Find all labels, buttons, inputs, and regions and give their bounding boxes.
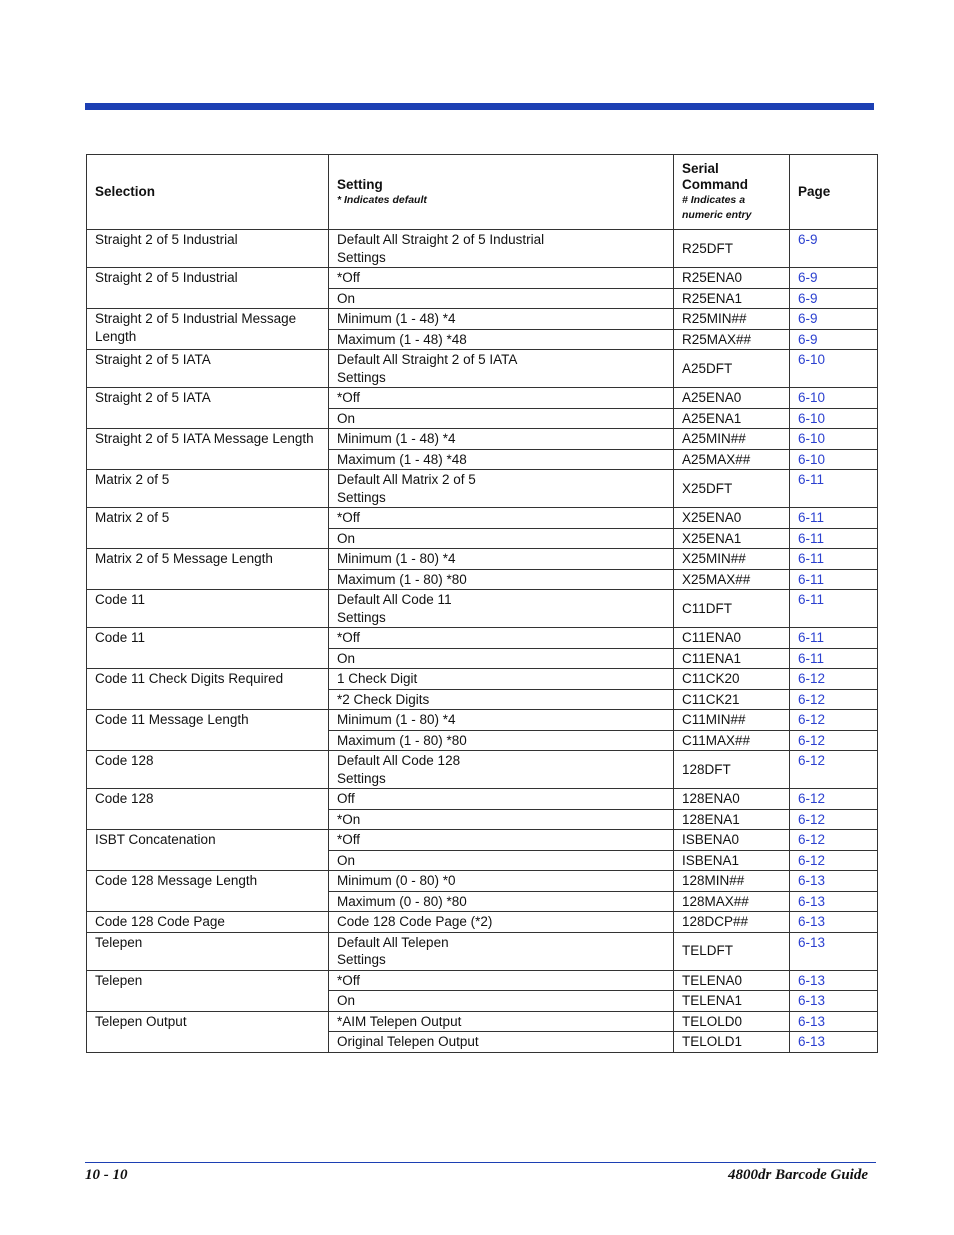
table-row [87, 628, 878, 649]
page-link[interactable]: 6-9 [790, 268, 878, 289]
setting-line: 1 Check Digit [337, 671, 418, 686]
setting-cell [329, 689, 674, 710]
setting-line: Maximum (1 - 48) *48 [337, 331, 467, 347]
serial-command-cell: X25ENA1 [674, 528, 790, 549]
setting-cell [329, 669, 674, 690]
setting-cell [329, 648, 674, 669]
page-link[interactable]: 6-10 [790, 408, 878, 429]
setting-cell [329, 268, 674, 289]
footer-document-title: 4800dr Barcode Guide [728, 1167, 868, 1183]
table-row [87, 230, 878, 268]
setting-line: Maximum (1 - 80) *80 [337, 732, 467, 748]
setting-cell [329, 809, 674, 830]
page-link[interactable]: 6-12 [790, 730, 878, 751]
setting-cell [329, 751, 674, 789]
page-link[interactable]: 6-9 [790, 309, 878, 330]
serial-command-cell: A25ENA0 [674, 388, 790, 409]
page-link[interactable]: 6-13 [790, 1011, 878, 1032]
setting-line: Default All Straight 2 of 5 Industrial [337, 232, 545, 247]
serial-command-cell: 128MAX## [674, 891, 790, 912]
setting-line: Minimum (1 - 80) *4 [337, 551, 456, 566]
selection-cell: Straight 2 of 5 IATA [87, 388, 329, 429]
setting-cell [329, 891, 674, 912]
setting-cell [329, 628, 674, 649]
setting-cell [329, 871, 674, 892]
serial-command-cell: TELDFT [674, 932, 790, 970]
serial-command-cell: A25DFT [674, 350, 790, 388]
serial-command-cell: C11DFT [674, 590, 790, 628]
header-setting-note: * Indicates default [337, 193, 427, 206]
page-link[interactable]: 6-12 [790, 850, 878, 871]
table-header-row [87, 155, 878, 230]
setting-line: *2 Check Digits [337, 691, 430, 707]
setting-cell [329, 970, 674, 991]
serial-command-cell: C11MIN## [674, 710, 790, 731]
serial-command-cell: C11CK20 [674, 669, 790, 690]
serial-command-cell: R25ENA1 [674, 288, 790, 309]
setting-line: Default All Telepen [337, 934, 449, 950]
page-link[interactable]: 6-13 [790, 891, 878, 912]
table-row [87, 350, 878, 388]
table-row [87, 309, 878, 330]
page-link[interactable]: 6-11 [790, 528, 878, 549]
setting-cell [329, 569, 674, 590]
selection-cell: Straight 2 of 5 Industrial [87, 230, 329, 268]
serial-command-cell: A25MAX## [674, 449, 790, 470]
serial-command-cell: TELOLD0 [674, 1011, 790, 1032]
table-row [87, 789, 878, 810]
page-link[interactable]: 6-12 [790, 809, 878, 830]
table-row [87, 470, 878, 508]
selection-cell: Telepen [87, 970, 329, 1011]
page-link[interactable]: 6-13 [790, 1032, 878, 1053]
setting-line: On [337, 993, 356, 1008]
serial-command-cell: 128MIN## [674, 871, 790, 892]
serial-command-cell: C11MAX## [674, 730, 790, 751]
settings-table [86, 154, 878, 1053]
selection-cell: Telepen [87, 932, 329, 970]
serial-command-cell: C11CK21 [674, 689, 790, 710]
setting-cell [329, 730, 674, 751]
selection-cell: ISBT Concatenation [87, 830, 329, 871]
selection-cell: Code 11 [87, 590, 329, 628]
setting-cell [329, 329, 674, 350]
page-link[interactable]: 6-11 [790, 549, 878, 570]
page-link[interactable]: 6-13 [790, 970, 878, 991]
serial-command-cell: R25MIN## [674, 309, 790, 330]
page-link[interactable]: 6-13 [790, 912, 878, 933]
setting-line: Settings [337, 770, 386, 786]
setting-line: Minimum (1 - 48) *4 [337, 311, 456, 326]
setting-cell [329, 528, 674, 549]
page-link[interactable]: 6-9 [790, 230, 878, 268]
table-row [87, 429, 878, 450]
selection-cell: Code 11 Message Length [87, 710, 329, 751]
selection-cell: Matrix 2 of 5 [87, 470, 329, 508]
table-row [87, 970, 878, 991]
setting-cell [329, 350, 674, 388]
selection-cell: Straight 2 of 5 Industrial [87, 268, 329, 309]
setting-cell [329, 1011, 674, 1032]
page-link[interactable]: 6-12 [790, 751, 878, 789]
setting-cell [329, 549, 674, 570]
setting-line: Default All Matrix 2 of 5 [337, 472, 476, 487]
page-link[interactable]: 6-10 [790, 429, 878, 450]
setting-line: *Off [337, 390, 361, 405]
page-link[interactable]: 6-13 [790, 991, 878, 1012]
table-body [87, 230, 878, 1053]
setting-cell [329, 470, 674, 508]
setting-line: On [337, 650, 356, 666]
table-row [87, 932, 878, 970]
serial-command-cell: 128ENA0 [674, 789, 790, 810]
selection-cell: Straight 2 of 5 IATA Message Length [87, 429, 329, 470]
table-row [87, 1011, 878, 1032]
setting-cell [329, 230, 674, 268]
serial-command-cell: A25ENA1 [674, 408, 790, 429]
page-link[interactable]: 6-11 [790, 628, 878, 649]
header-rule [85, 103, 874, 110]
table-row [87, 751, 878, 789]
selection-cell: Code 11 [87, 628, 329, 669]
setting-cell [329, 590, 674, 628]
table-row [87, 830, 878, 851]
page-link[interactable]: 6-13 [790, 871, 878, 892]
page-link[interactable]: 6-11 [790, 648, 878, 669]
serial-command-cell: 128ENA1 [674, 809, 790, 830]
page-link[interactable]: 6-11 [790, 508, 878, 529]
setting-cell [329, 830, 674, 851]
setting-line: Code 128 Code Page (*2) [337, 914, 493, 929]
setting-line: Minimum (0 - 80) *0 [337, 873, 456, 888]
selection-cell: Straight 2 of 5 IATA [87, 350, 329, 388]
setting-cell [329, 429, 674, 450]
page-link[interactable]: 6-12 [790, 830, 878, 851]
header-page: Page [790, 155, 878, 230]
serial-command-cell: X25MIN## [674, 549, 790, 570]
header-setting: Setting * Indicates default [329, 155, 674, 230]
selection-cell: Telepen Output [87, 1011, 329, 1052]
setting-line: Maximum (0 - 80) *80 [337, 893, 467, 909]
setting-line: Original Telepen Output [337, 1034, 479, 1049]
page-link[interactable]: 6-10 [790, 350, 878, 388]
selection-cell: Straight 2 of 5 Industrial Message Length [87, 309, 329, 350]
serial-command-cell: C11ENA0 [674, 628, 790, 649]
setting-cell [329, 1032, 674, 1053]
serial-command-cell: R25ENA0 [674, 268, 790, 289]
setting-line: Minimum (1 - 80) *4 [337, 712, 456, 727]
setting-line: *On [337, 811, 361, 827]
serial-command-cell: X25DFT [674, 470, 790, 508]
setting-line: Maximum (1 - 48) *48 [337, 451, 467, 467]
setting-line: Settings [337, 489, 386, 505]
setting-line: Minimum (1 - 48) *4 [337, 431, 456, 446]
header-selection: Selection [87, 155, 329, 230]
setting-cell [329, 991, 674, 1012]
selection-cell: Code 128 [87, 789, 329, 830]
setting-cell [329, 850, 674, 871]
page-link[interactable]: 6-9 [790, 329, 878, 350]
selection-cell: Code 128 Code Page [87, 912, 329, 933]
header-serial-command: Serial Command # Indicates a numeric entry [674, 155, 790, 230]
setting-cell [329, 912, 674, 933]
setting-line: *Off [337, 630, 361, 645]
serial-command-cell: TELOLD1 [674, 1032, 790, 1053]
page-link[interactable]: 6-12 [790, 789, 878, 810]
page-link[interactable]: 6-11 [790, 569, 878, 590]
serial-command-cell: A25MIN## [674, 429, 790, 450]
serial-command-cell: C11ENA1 [674, 648, 790, 669]
setting-cell [329, 932, 674, 970]
page-link[interactable]: 6-11 [790, 590, 878, 628]
serial-command-cell: R25MAX## [674, 329, 790, 350]
serial-command-cell: R25DFT [674, 230, 790, 268]
table-row [87, 590, 878, 628]
serial-command-cell: ISBENA1 [674, 850, 790, 871]
setting-line: Settings [337, 952, 386, 967]
setting-line: Off [337, 791, 355, 806]
page-link[interactable]: 6-13 [790, 932, 878, 970]
page-link[interactable]: 6-10 [790, 449, 878, 470]
table-row [87, 549, 878, 570]
selection-cell: Code 11 Check Digits Required [87, 669, 329, 710]
table-row [87, 388, 878, 409]
table-row [87, 508, 878, 529]
setting-line: On [337, 290, 356, 306]
page-link[interactable]: 6-9 [790, 288, 878, 309]
table-row [87, 268, 878, 289]
selection-cell: Code 128 Message Length [87, 871, 329, 912]
setting-line: *Off [337, 832, 361, 847]
setting-cell [329, 449, 674, 470]
page-link[interactable]: 6-11 [790, 470, 878, 508]
setting-line: On [337, 410, 356, 426]
setting-cell [329, 288, 674, 309]
selection-cell: Matrix 2 of 5 [87, 508, 329, 549]
setting-line: Settings [337, 609, 386, 625]
table-row [87, 871, 878, 892]
page-link[interactable]: 6-12 [790, 689, 878, 710]
setting-cell [329, 508, 674, 529]
setting-line: Settings [337, 249, 386, 265]
setting-line: Default All Straight 2 of 5 IATA [337, 352, 518, 367]
serial-command-cell: 128DCP## [674, 912, 790, 933]
footer-rule [85, 1162, 876, 1163]
setting-cell [329, 388, 674, 409]
footer-page-number: 10 - 10 [85, 1167, 128, 1183]
page-link[interactable]: 6-12 [790, 669, 878, 690]
selection-cell: Code 128 [87, 751, 329, 789]
setting-line: *AIM Telepen Output [337, 1013, 462, 1029]
setting-line: On [337, 852, 356, 868]
serial-command-cell: TELENA1 [674, 991, 790, 1012]
table-row [87, 710, 878, 731]
setting-line: Maximum (1 - 80) *80 [337, 571, 467, 587]
setting-cell [329, 309, 674, 330]
table-row [87, 912, 878, 933]
serial-command-cell: ISBENA0 [674, 830, 790, 851]
setting-cell [329, 408, 674, 429]
page-link[interactable]: 6-12 [790, 710, 878, 731]
setting-line: *Off [337, 972, 361, 988]
setting-line: Default All Code 11 [337, 592, 452, 607]
setting-line: *Off [337, 270, 361, 285]
selection-cell: Matrix 2 of 5 Message Length [87, 549, 329, 590]
page-link[interactable]: 6-10 [790, 388, 878, 409]
setting-cell [329, 710, 674, 731]
serial-command-cell: 128DFT [674, 751, 790, 789]
serial-command-cell: X25ENA0 [674, 508, 790, 529]
settings-table-container [86, 154, 877, 1053]
serial-command-cell: TELENA0 [674, 970, 790, 991]
setting-line: Settings [337, 369, 386, 385]
setting-cell [329, 789, 674, 810]
setting-line: Default All Code 128 [337, 753, 461, 768]
setting-line: On [337, 530, 356, 546]
serial-command-cell: X25MAX## [674, 569, 790, 590]
table-row [87, 669, 878, 690]
setting-line: *Off [337, 510, 361, 525]
